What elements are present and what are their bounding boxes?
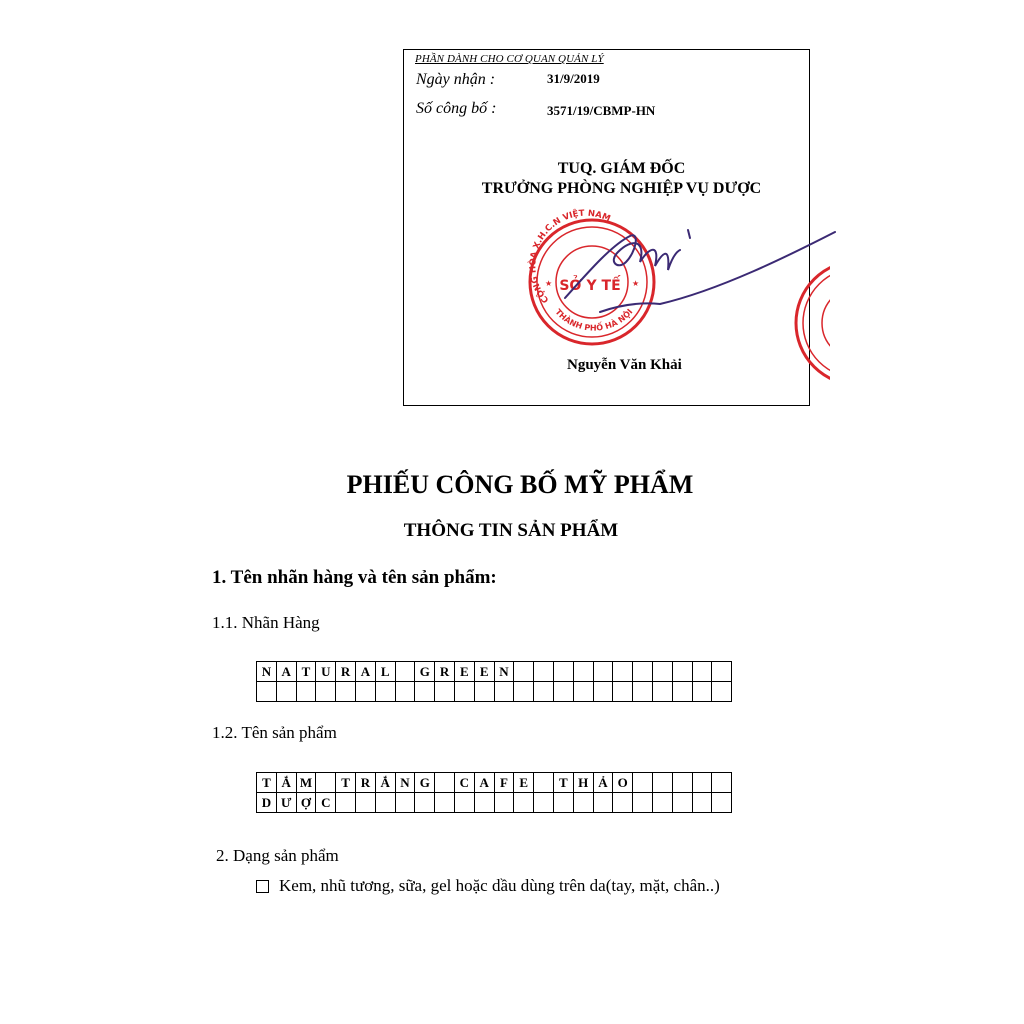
brand-grid-cell bbox=[474, 682, 494, 702]
product-grid-cell bbox=[534, 793, 554, 813]
product-grid-cell: C bbox=[316, 793, 336, 813]
partial-stamp bbox=[796, 261, 920, 385]
brand-grid-cell bbox=[692, 682, 712, 702]
product-grid-cell: H bbox=[573, 773, 593, 793]
brand-grid-cell bbox=[296, 682, 316, 702]
brand-grid-cell: U bbox=[316, 662, 336, 682]
stamp-bottom-text: THÀNH PHỐ HÀ NỘI bbox=[553, 307, 635, 333]
product-grid-cell: T bbox=[553, 773, 573, 793]
brand-grid-cell bbox=[573, 682, 593, 702]
product-grid-cell bbox=[712, 793, 732, 813]
product-label: 1.2. Tên sản phẩm bbox=[212, 723, 337, 742]
product-grid-cell bbox=[454, 793, 474, 813]
product-grid-cell bbox=[633, 793, 653, 813]
product-grid-cell bbox=[692, 773, 712, 793]
product-grid-cell: T bbox=[257, 773, 277, 793]
stamp-center-text: SỞ Y TẾ bbox=[559, 278, 621, 294]
product-grid-cell bbox=[336, 793, 356, 813]
section-2-label: 2. Dạng sản phẩm bbox=[216, 846, 339, 865]
product-grid-cell bbox=[633, 773, 653, 793]
form-option-row[interactable] bbox=[256, 876, 720, 896]
product-grid-cell: F bbox=[494, 773, 514, 793]
brand-grid-cell bbox=[514, 662, 534, 682]
brand-grid-cell bbox=[336, 682, 356, 702]
document-title: PHIẾU CÔNG BỐ MỸ PHẨM bbox=[346, 470, 694, 499]
brand-grid-cell bbox=[712, 662, 732, 682]
brand-grid-cell: G bbox=[415, 662, 435, 682]
brand-grid-cell bbox=[534, 682, 554, 702]
brand-grid-cell bbox=[573, 662, 593, 682]
brand-grid-row bbox=[257, 662, 732, 682]
brand-grid-cell: E bbox=[474, 662, 494, 682]
stamp-outer-text: CỘNG HÒA X.H.C.N VIỆT NAM bbox=[528, 208, 612, 305]
brand-grid-cell bbox=[395, 682, 415, 702]
svg-text:★: ★ bbox=[632, 279, 640, 288]
brand-grid-cell: N bbox=[494, 662, 514, 682]
product-grid-cell: Ợ bbox=[296, 793, 316, 813]
brand-grid-cell bbox=[672, 682, 692, 702]
product-grid-cell bbox=[692, 793, 712, 813]
product-grid-cell: R bbox=[355, 773, 375, 793]
svg-text:★: ★ bbox=[545, 279, 553, 288]
brand-grid-cell bbox=[514, 682, 534, 702]
brand-grid-cell: A bbox=[276, 662, 296, 682]
product-grid-cell: C bbox=[454, 773, 474, 793]
product-grid-cell bbox=[613, 793, 633, 813]
signer-name: Nguyễn Văn Khải bbox=[567, 357, 682, 373]
product-grid-cell bbox=[435, 773, 455, 793]
brand-grid-cell bbox=[553, 662, 573, 682]
product-grid-row bbox=[257, 793, 732, 813]
brand-grid-cell bbox=[593, 662, 613, 682]
brand-grid-row bbox=[257, 682, 732, 702]
brand-grid-cell bbox=[633, 662, 653, 682]
product-grid-cell: E bbox=[514, 773, 534, 793]
authority-line-1: TUQ. GIÁM ĐỐC bbox=[557, 160, 686, 177]
brand-grid-cell bbox=[494, 682, 514, 702]
brand-grid-cell bbox=[316, 682, 336, 702]
document-subtitle: THÔNG TIN SẢN PHẨM bbox=[403, 520, 619, 541]
form-option-label: Kem, nhũ tương, sữa, gel hoặc dầu dùng trên da(tay, mặt, chân..) bbox=[279, 876, 720, 895]
product-grid-cell: M bbox=[296, 773, 316, 793]
brand-grid-cell bbox=[692, 662, 712, 682]
brand-grid-cell: T bbox=[296, 662, 316, 682]
product-grid-cell bbox=[672, 793, 692, 813]
product-grid-cell bbox=[553, 793, 573, 813]
product-grid-cell: N bbox=[395, 773, 415, 793]
product-grid-cell: Ắ bbox=[276, 773, 296, 793]
brand-grid-cell bbox=[672, 662, 692, 682]
brand-grid-cell bbox=[375, 682, 395, 702]
brand-grid-cell bbox=[415, 682, 435, 702]
admin-heading: PHẦN DÀNH CHO CƠ QUAN QUẢN LÝ bbox=[415, 53, 604, 65]
product-grid-cell: O bbox=[613, 773, 633, 793]
product-grid-cell bbox=[474, 793, 494, 813]
product-grid-cell bbox=[652, 773, 672, 793]
announcement-number-label: Số công bố : bbox=[416, 100, 497, 117]
product-grid-cell bbox=[514, 793, 534, 813]
brand-grid-cell bbox=[613, 662, 633, 682]
section-1-title: 1. Tên nhãn hàng và tên sản phẩm: bbox=[212, 567, 497, 588]
brand-grid-cell bbox=[633, 682, 653, 702]
product-grid-cell: T bbox=[336, 773, 356, 793]
brand-grid-cell bbox=[652, 662, 672, 682]
brand-grid-cell: R bbox=[435, 662, 455, 682]
product-grid-row bbox=[257, 773, 732, 793]
product-grid-cell: Ả bbox=[593, 773, 613, 793]
product-grid-cell: G bbox=[415, 773, 435, 793]
brand-grid-cell: A bbox=[355, 662, 375, 682]
product-grid-cell bbox=[494, 793, 514, 813]
authority-line-2: TRƯỞNG PHÒNG NGHIỆP VỤ DƯỢC bbox=[481, 180, 762, 197]
brand-grid-cell: L bbox=[375, 662, 395, 682]
product-grid-cell bbox=[355, 793, 375, 813]
announcement-number-value: 3571/19/CBMP-HN bbox=[547, 103, 656, 118]
product-grid-cell: Ắ bbox=[375, 773, 395, 793]
brand-grid-cell bbox=[276, 682, 296, 702]
brand-grid-cell bbox=[553, 682, 573, 702]
product-grid-cell bbox=[652, 793, 672, 813]
brand-grid-cell bbox=[593, 682, 613, 702]
product-grid-cell: Ư bbox=[276, 793, 296, 813]
product-grid-cell bbox=[593, 793, 613, 813]
product-letter-grid bbox=[256, 772, 732, 813]
product-grid-cell bbox=[415, 793, 435, 813]
brand-grid-cell bbox=[435, 682, 455, 702]
product-grid-cell bbox=[316, 773, 336, 793]
brand-grid-cell bbox=[534, 662, 554, 682]
brand-grid-cell bbox=[257, 682, 277, 702]
product-grid-cell bbox=[375, 793, 395, 813]
product-grid-cell bbox=[573, 793, 593, 813]
product-grid-cell: D bbox=[257, 793, 277, 813]
brand-label: 1.1. Nhãn Hàng bbox=[212, 613, 320, 632]
brand-grid-cell bbox=[652, 682, 672, 702]
product-grid-cell bbox=[395, 793, 415, 813]
brand-grid-cell bbox=[355, 682, 375, 702]
product-grid-cell bbox=[534, 773, 554, 793]
brand-grid-cell: E bbox=[454, 662, 474, 682]
product-grid-cell: A bbox=[474, 773, 494, 793]
brand-grid-cell bbox=[454, 682, 474, 702]
product-grid-cell bbox=[435, 793, 455, 813]
product-grid-cell bbox=[672, 773, 692, 793]
form-option-checkbox[interactable] bbox=[256, 880, 269, 893]
brand-grid-cell bbox=[395, 662, 415, 682]
brand-grid-cell bbox=[613, 682, 633, 702]
product-grid-cell bbox=[712, 773, 732, 793]
received-date-label: Ngày nhận : bbox=[416, 71, 496, 88]
brand-grid-cell bbox=[712, 682, 732, 702]
brand-grid-cell: R bbox=[336, 662, 356, 682]
brand-letter-grid bbox=[256, 661, 732, 702]
brand-grid-cell: N bbox=[257, 662, 277, 682]
received-date-value: 31/9/2019 bbox=[547, 71, 600, 86]
